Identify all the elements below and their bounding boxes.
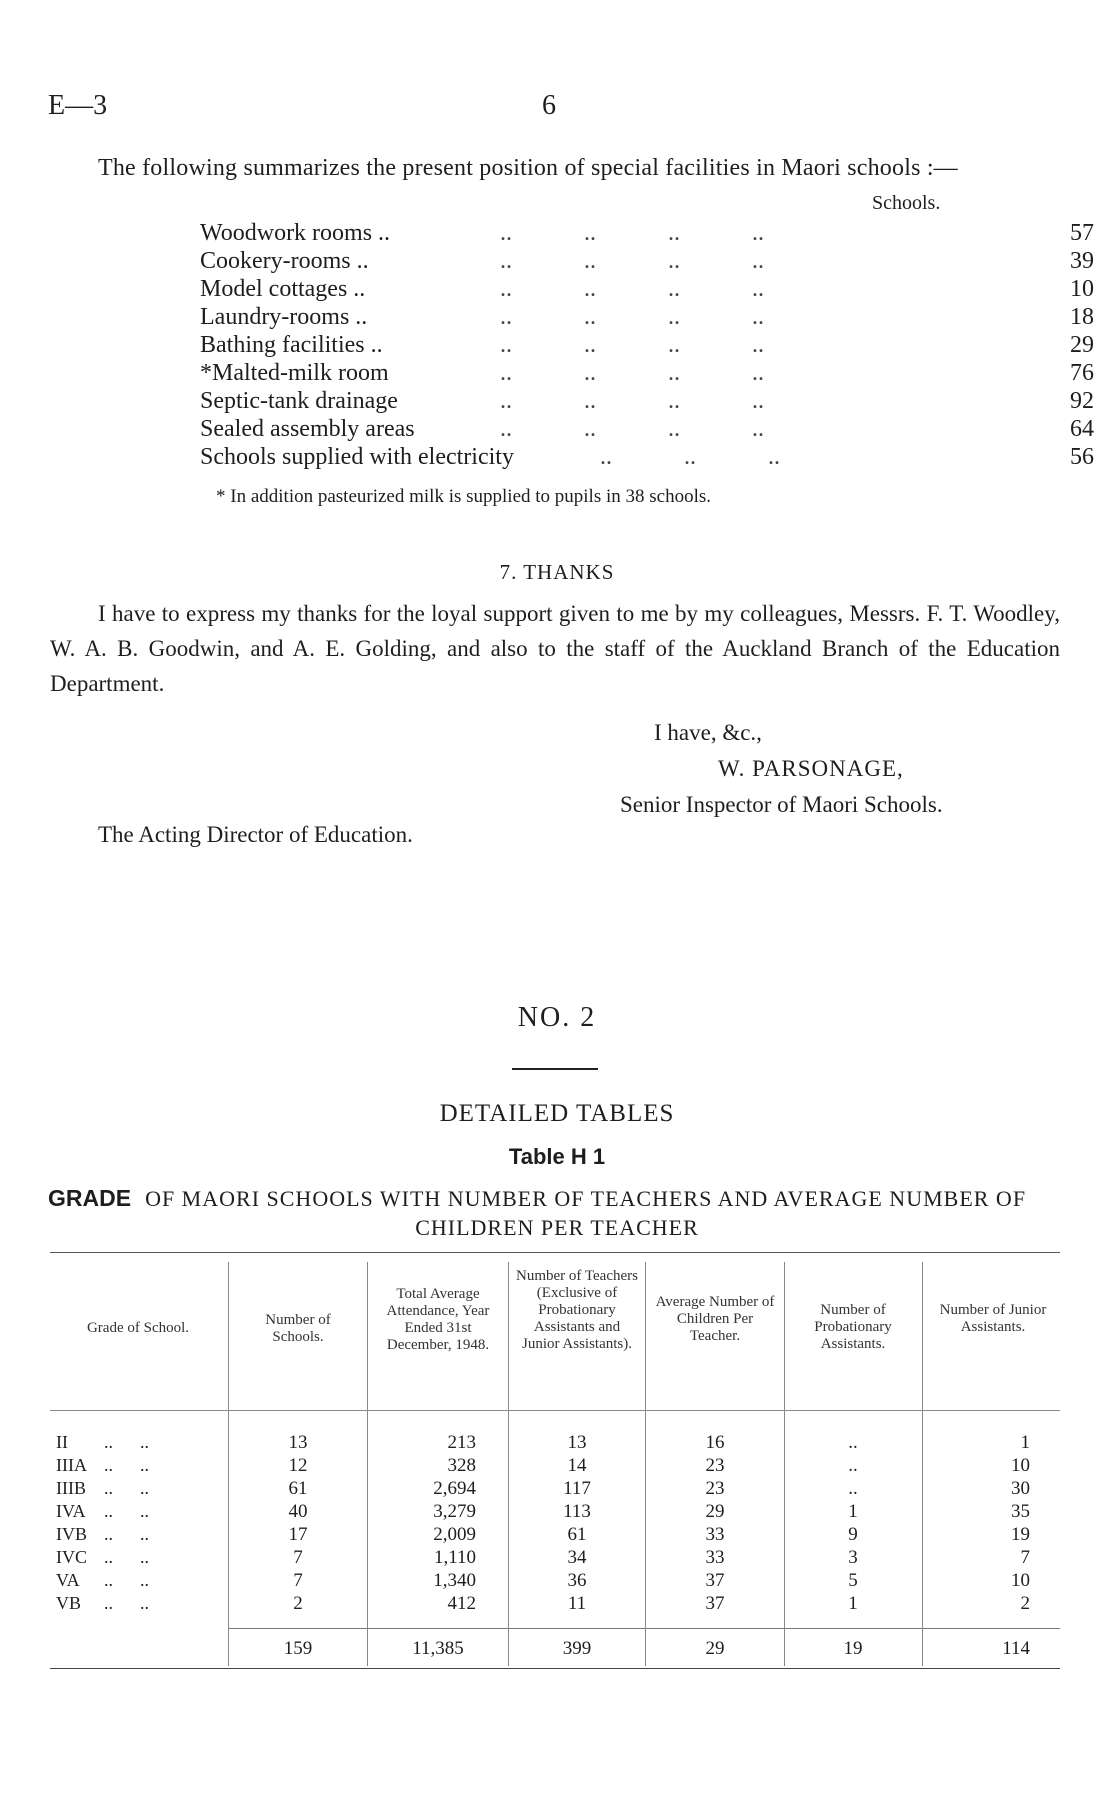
attendance-cell: 2,694 [433, 1478, 476, 1499]
avg-cell: 16 [705, 1432, 725, 1453]
facility-label: *Malted-milk room [200, 360, 389, 386]
table-title-rest: OF MAORI SCHOOLS WITH NUMBER OF TEACHERS AND AVERAGE NUMBER OF [145, 1186, 1027, 1211]
attendance-cell: 2,009 [433, 1524, 476, 1545]
avg-cell: 23 [705, 1478, 725, 1499]
teachers-cell: 34 [567, 1547, 587, 1568]
facility-row [200, 248, 1094, 276]
total-attendance: 11,385 [412, 1638, 464, 1659]
table-total-rule [228, 1628, 1060, 1629]
facility-row [200, 332, 1094, 360]
detailed-tables-heading: DETAILED TABLES [439, 1100, 675, 1127]
grade-dots: .. .. [104, 1501, 149, 1521]
grade-dots: .. .. [104, 1524, 149, 1544]
schools-cell: 7 [293, 1570, 303, 1591]
schools-cell: 40 [288, 1501, 308, 1522]
attendance-cell: 1,340 [433, 1570, 476, 1591]
schools-column-header: Schools. [872, 192, 941, 214]
teachers-cell: 11 [567, 1593, 587, 1614]
col-header-junior: Number of Junior Assistants. [939, 1302, 1047, 1335]
page-number: 6 [542, 90, 556, 121]
total-probationary: 19 [843, 1638, 863, 1659]
probationary-cell: 1 [848, 1501, 858, 1522]
facility-dots: .. .. .. .. [500, 220, 764, 246]
facility-label: Woodwork rooms .. [200, 220, 391, 246]
column-divider [228, 1262, 229, 1666]
facility-value: 92 [1070, 388, 1094, 414]
facility-dots: .. .. .. .. [500, 332, 764, 358]
facility-label: Laundry-rooms .. [200, 304, 368, 330]
facility-row [200, 304, 1094, 332]
col-header-avg: Average Number of Children Per Teacher. [655, 1294, 775, 1344]
schools-cell: 61 [288, 1478, 308, 1499]
probationary-cell: .. [848, 1455, 858, 1476]
attendance-cell: 412 [447, 1593, 476, 1614]
facility-value: 29 [1070, 332, 1094, 358]
facility-dots: .. .. .. .. [500, 360, 764, 386]
section-title: 7. THANKS [499, 560, 615, 584]
junior-cell: 1 [1020, 1432, 1030, 1453]
attendance-cell: 328 [447, 1455, 476, 1476]
grade-cell: VB [56, 1593, 82, 1613]
probationary-cell: .. [848, 1432, 858, 1453]
facility-row [200, 416, 1094, 444]
avg-cell: 37 [705, 1570, 725, 1591]
grade-dots: .. .. [104, 1455, 149, 1475]
table-title [48, 1185, 1026, 1212]
table-title-line2: CHILDREN PER TEACHER [415, 1215, 699, 1240]
junior-cell: 2 [1020, 1593, 1030, 1614]
grade-dots: .. .. [104, 1478, 149, 1498]
facility-value: 10 [1070, 276, 1094, 302]
junior-cell: 19 [1011, 1524, 1030, 1545]
facility-dots: .. .. .. .. [500, 248, 764, 274]
teachers-cell: 13 [567, 1432, 587, 1453]
attendance-cell: 1,110 [433, 1547, 476, 1568]
probationary-cell: 3 [848, 1547, 858, 1568]
attendance-cell: 213 [447, 1432, 476, 1453]
teachers-cell: 14 [567, 1455, 587, 1476]
grade-dots: .. .. [104, 1570, 149, 1590]
schools-cell: 7 [293, 1547, 303, 1568]
avg-cell: 33 [705, 1524, 725, 1545]
probationary-cell: 9 [848, 1524, 858, 1545]
facility-value: 76 [1070, 360, 1094, 386]
total-teachers: 399 [562, 1638, 592, 1659]
facility-row [200, 388, 1094, 416]
table-label: Table H 1 [508, 1144, 606, 1169]
probationary-cell: 1 [848, 1593, 858, 1614]
grade-cell: IIIB [56, 1478, 86, 1498]
schools-cell: 2 [293, 1593, 303, 1614]
column-divider [367, 1262, 368, 1666]
facility-dots: .. .. .. .. [500, 304, 764, 330]
facility-dots: .. .. .. [600, 444, 780, 470]
report-code: E—3 [48, 90, 108, 121]
facility-value: 39 [1070, 248, 1094, 274]
col-header-grade: Grade of School. [86, 1320, 190, 1336]
facility-label: Schools supplied with electricity [200, 444, 514, 470]
attendance-cell: 3,279 [433, 1501, 476, 1522]
signoff-line: I have, &c., [654, 720, 762, 745]
table-header-rule [50, 1410, 1060, 1411]
avg-cell: 37 [705, 1593, 725, 1614]
teachers-cell: 36 [567, 1570, 587, 1591]
column-divider [784, 1262, 785, 1666]
facility-label: Sealed assembly areas [200, 416, 415, 442]
facility-row [200, 360, 1094, 388]
grade-cell: II [56, 1432, 68, 1452]
junior-cell: 30 [1011, 1478, 1030, 1499]
probationary-cell: .. [848, 1478, 858, 1499]
total-avg: 29 [705, 1638, 725, 1659]
facility-label: Septic-tank drainage [200, 388, 398, 414]
table-bottom-rule [50, 1668, 1060, 1669]
signatory-name: W. PARSONAGE, [718, 756, 904, 781]
facility-value: 57 [1070, 220, 1094, 246]
schools-cell: 17 [288, 1524, 308, 1545]
facility-row [200, 444, 1094, 472]
grade-cell: IVA [56, 1501, 86, 1521]
facility-dots: .. .. .. .. [500, 388, 764, 414]
schools-cell: 12 [288, 1455, 308, 1476]
signatory-title: Senior Inspector of Maori Schools. [620, 792, 943, 817]
facility-dots: .. .. .. .. [500, 276, 764, 302]
total-schools: 159 [283, 1638, 313, 1659]
col-header-teachers: Number of Teachers (Exclusive of Probationary Assistants and Junior Assistants). [516, 1268, 638, 1352]
teachers-cell: 117 [563, 1478, 591, 1499]
probationary-cell: 5 [848, 1570, 858, 1591]
facility-value: 56 [1070, 444, 1094, 470]
avg-cell: 29 [705, 1501, 725, 1522]
schools-cell: 13 [288, 1432, 308, 1453]
table-top-rule [50, 1252, 1060, 1253]
teachers-cell: 61 [567, 1524, 587, 1545]
grade-dots: .. .. [104, 1547, 149, 1567]
facility-label: Model cottages .. [200, 276, 366, 302]
avg-cell: 23 [705, 1455, 725, 1476]
junior-cell: 35 [1011, 1501, 1030, 1522]
column-divider [922, 1262, 923, 1666]
facility-value: 64 [1070, 416, 1094, 442]
section-number: NO. 2 [517, 1002, 597, 1033]
junior-cell: 7 [1020, 1547, 1030, 1568]
grade-cell: IIIA [56, 1455, 87, 1475]
avg-cell: 33 [705, 1547, 725, 1568]
grade-cell: VA [56, 1570, 80, 1590]
facility-row [200, 276, 1094, 304]
facility-dots: .. .. .. .. [500, 416, 764, 442]
total-junior: 114 [1002, 1638, 1030, 1659]
teachers-cell: 113 [563, 1501, 591, 1522]
facility-label: Bathing facilities .. [200, 332, 383, 358]
junior-cell: 10 [1011, 1455, 1030, 1476]
facility-label: Cookery-rooms .. [200, 248, 369, 274]
grade-cell: IVB [56, 1524, 87, 1544]
thanks-paragraph: I have to express my thanks for the loyal support given to me by my colleagues, Messrs. F. T. Woodley, W. A. B. Goodwin, and A. E. Golding, and also to the staff of the Auckland Branch of the Education Department. [50, 601, 1060, 696]
grade-cell: IVC [56, 1547, 87, 1567]
column-divider [645, 1262, 646, 1666]
col-header-schools: Number of Schools. [265, 1312, 331, 1345]
facility-value: 18 [1070, 304, 1094, 330]
table-title-bold: GRADE [48, 1185, 132, 1211]
column-divider [508, 1262, 509, 1666]
grade-dots: .. .. [104, 1432, 149, 1452]
grade-dots: .. .. [104, 1593, 149, 1613]
divider [512, 1068, 598, 1070]
col-header-probationary: Number of Probationary Assistants. [814, 1302, 892, 1352]
junior-cell: 10 [1011, 1570, 1030, 1591]
footnote: * In addition pasteurized milk is supplied to pupils in 38 schools. [216, 486, 712, 507]
intro-text: The following summarizes the present position of special facilities in Maori schools :— [98, 155, 958, 181]
addressee: The Acting Director of Education. [98, 822, 413, 847]
facility-row [200, 220, 1094, 248]
col-header-attendance: Total Average Attendance, Year Ended 31st December, 1948. [386, 1286, 490, 1353]
